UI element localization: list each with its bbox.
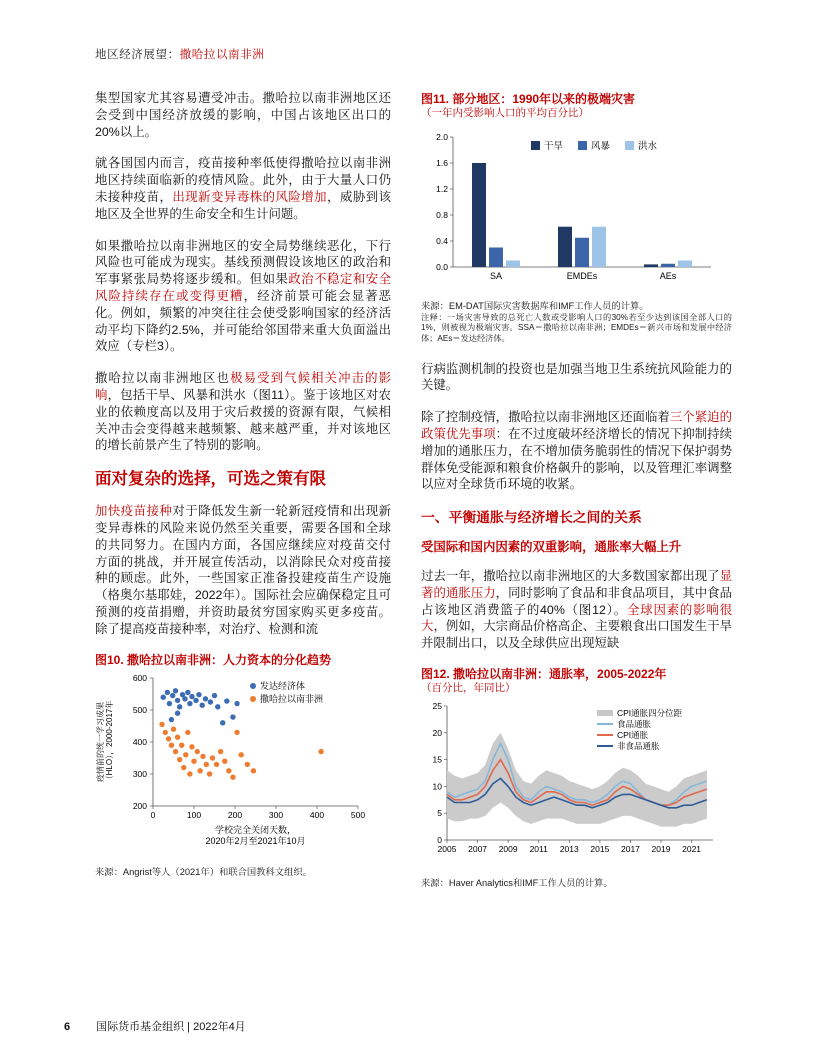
svg-text:400: 400 xyxy=(132,736,147,747)
svg-text:2021: 2021 xyxy=(682,843,702,854)
svg-text:2007: 2007 xyxy=(468,843,488,854)
paragraph-vaccine-rollout xyxy=(95,503,391,637)
svg-text:200: 200 xyxy=(227,809,243,820)
svg-text:2011: 2011 xyxy=(529,843,548,854)
svg-text:0: 0 xyxy=(437,834,442,845)
svg-text:15: 15 xyxy=(432,754,442,765)
body-text: 对于降低发生新一轮新冠疫情和出现新变异毒株的风险来说仍然至关重要，需要各国和全球的共同努力。在国内方面，各国应继续应对疫苗交付方面的挑战，并开展宣传活动，以消除民众对疫苗接种的顾虑。此外，一些国家正准备投建疫苗生产设施（格奥尔基耶娃，2022年）。国际社会应确保稳定且可预测的疫苗捐赠，并资助最贫穷国家购买更多疫苗。除了提高疫苗接种率，对治疗、检测和流 xyxy=(95,504,392,636)
figure-11-note: 注释：一场灾害导致的总死亡人数或受影响人口的30%若至少达到该国全部人口的1%，则被视为极端灾害。SSA＝撒哈拉以南非洲；EMDEs＝新兴市场和发展中经济体；AEs＝发达经济体。 xyxy=(421,312,732,343)
section-heading-inflation: 一、平衡通胀与经济增长之间的关系 xyxy=(421,510,642,526)
body-text: 除了控制疫情，撒哈拉以南非洲地区还面临着 xyxy=(421,410,670,425)
svg-text:25: 25 xyxy=(432,700,442,711)
body-text: ：在不过度破坏经济增长的情况下抑制持续增加的通胀压力，在不增加债务脆弱性的情况下保护弱势群体免受能源和粮食价格飙升的影响，以及管理汇率调整以应对全球货币环境的收紧。 xyxy=(421,426,733,492)
body-text: 过去一年，撒哈拉以南非洲地区的大多数国家都出现了 xyxy=(421,568,720,583)
svg-text:0: 0 xyxy=(150,809,156,820)
body-text: 就各国国内而言，疫苗接种率低使得撒哈拉以南非洲地区持续面临新的疫情风险。此外，由于大量人口仍未接种疫苗， xyxy=(95,156,391,204)
svg-text:1.2: 1.2 xyxy=(436,184,448,194)
subheading-inflation-drivers: 受国际和国内因素的双重影响，通胀率大幅上升 xyxy=(421,540,682,555)
body-text: ，威胁到该地区及全世界的生命安全和生计问题。 xyxy=(95,189,392,221)
emphasis-red-text: 极易受到气候相关冲击的影响 xyxy=(95,371,392,402)
svg-text:600: 600 xyxy=(132,672,147,683)
svg-text:非食品通胀: 非食品通胀 xyxy=(617,740,660,751)
right-column xyxy=(421,90,732,889)
paragraph-health-systems xyxy=(421,361,732,395)
svg-text:300: 300 xyxy=(268,809,284,820)
page-number: 6 xyxy=(64,1021,71,1033)
svg-text:1.6: 1.6 xyxy=(436,158,448,168)
svg-text:EMDEs: EMDEs xyxy=(566,271,598,281)
svg-text:学校完全关闭天数，: 学校完全关闭天数， xyxy=(214,824,297,835)
svg-text:风暴: 风暴 xyxy=(591,141,611,152)
figure-10-title: 图10. 撒哈拉以南非洲：人力资本的分化趋势 xyxy=(95,652,332,667)
emphasis-red-text: 出现新变异毒株的风险增加 xyxy=(172,189,328,204)
left-column xyxy=(95,90,391,878)
paragraph-spillover xyxy=(95,90,391,140)
svg-text:洪水: 洪水 xyxy=(638,141,658,152)
human-capital-scatter-chart xyxy=(95,668,391,860)
emphasis-red-text: 三个紧迫的政策优先事项 xyxy=(421,410,733,441)
emphasis-red-text: 加快疫苗接种 xyxy=(95,504,173,519)
svg-text:0.8: 0.8 xyxy=(436,210,448,220)
svg-text:200: 200 xyxy=(132,800,147,811)
figure-10 xyxy=(95,653,391,879)
section-heading-choices: 面对复杂的选择，可选之策有限 xyxy=(95,470,326,489)
figure-10-source: 来源：Angrist等人（2021年）和联合国教科文组织。 xyxy=(95,867,312,878)
emphasis-red-text: 全球因素的影响很大 xyxy=(421,602,732,634)
inflation-line-chart xyxy=(421,698,721,870)
svg-text:500: 500 xyxy=(132,704,147,715)
svg-text:疫情前的统一学习成果（HLO），2000-2017年: 疫情前的统一学习成果（HLO），2000-2017年 xyxy=(96,700,114,783)
body-text: ，例如，大宗商品价格高企、主要粮食出口国发生干旱并限制出口，以及全球供应出现短缺 xyxy=(421,619,733,651)
paragraph-security-risk xyxy=(95,238,391,356)
emphasis-red-text: 政治不稳定和安全风险持续存在或变得更糟 xyxy=(95,272,392,303)
figure-11-source: 来源：EM-DAT国际灾害数据库和IMF工作人员的计算。 xyxy=(421,300,649,311)
body-text: ，包括干旱、风暴和洪水（图11）。鉴于该地区对农业的依赖度高以及用于灾后救援的资源有限，气候相关冲击会变得越来越频繁、越来越严重，并对该地区的增长前景产生了特别的影响。 xyxy=(95,387,392,453)
svg-text:500: 500 xyxy=(350,809,366,820)
extreme-disasters-bar-chart xyxy=(421,123,721,293)
svg-text:发达经济体: 发达经济体 xyxy=(260,680,306,691)
figure-12-source: 来源：Haver Analytics和IMF工作人员的计算。 xyxy=(421,877,613,888)
svg-text:CPI通胀四分位距: CPI通胀四分位距 xyxy=(617,707,683,718)
svg-text:2013: 2013 xyxy=(559,843,579,854)
header-title-region: 撒哈拉以南非洲 xyxy=(179,49,265,61)
body-text: 行病监测机制的投资也是加强当地卫生系统抗风险能力的关键。 xyxy=(421,361,732,393)
svg-text:撒哈拉以南非洲: 撒哈拉以南非洲 xyxy=(260,693,324,704)
paragraph-policy-priorities xyxy=(421,409,732,493)
footer-publisher: 国际货币基金组织 | 2022年4月 xyxy=(96,1021,246,1033)
svg-text:0.0: 0.0 xyxy=(436,262,448,272)
figure-11-title: 图11. 部分地区：1990年以来的极端灾害 xyxy=(421,92,636,106)
figure-12 xyxy=(421,667,732,889)
svg-text:SA: SA xyxy=(489,271,503,281)
svg-text:300: 300 xyxy=(132,768,147,779)
svg-text:100: 100 xyxy=(186,809,202,820)
figure-12-subtitle: （百分比，年同比） xyxy=(421,681,516,694)
svg-text:20: 20 xyxy=(432,727,442,738)
page-footer xyxy=(64,1018,246,1034)
body-text: 如果撒哈拉以南非洲地区的安全局势继续恶化，下行风险也可能成为现实。基线预测假设该地区的政治和军事紧张局势将逐步缓和。但如果 xyxy=(95,238,391,287)
paragraph-climate-shocks xyxy=(95,370,391,454)
figure-11-subtitle: （一年内受影响人口的平均百分比） xyxy=(421,107,589,119)
header-title-prefix: 地区经济展望： xyxy=(95,49,180,61)
svg-text:2015: 2015 xyxy=(590,843,610,854)
paragraph-vaccination-risk xyxy=(95,155,391,222)
svg-text:干旱: 干旱 xyxy=(544,141,564,152)
figure-12-title: 图12. 撒哈拉以南非洲：通胀率，2005-2022年 xyxy=(421,666,667,681)
svg-text:2.0: 2.0 xyxy=(436,132,448,142)
svg-text:2017: 2017 xyxy=(620,843,640,854)
paragraph-inflation-pressure xyxy=(421,568,732,652)
svg-text:2009: 2009 xyxy=(498,843,518,854)
svg-text:2020年2月至2021年10月: 2020年2月至2021年10月 xyxy=(205,835,306,846)
svg-text:CPI通胀: CPI通胀 xyxy=(617,729,649,740)
svg-text:AEs: AEs xyxy=(659,271,677,281)
body-text: ，经济前景可能会显著恶化。例如，频繁的冲突往往会使受影响国家的经济活动平均下降约2.5%，并可能给邻国带来重大负面溢出效应（专栏3）。 xyxy=(95,288,392,354)
svg-text:0.4: 0.4 xyxy=(436,236,448,246)
page-header xyxy=(95,46,264,62)
figure-11 xyxy=(421,92,732,345)
svg-text:食品通胀: 食品通胀 xyxy=(617,718,652,729)
emphasis-red-text: 显著的通胀压力 xyxy=(421,568,732,600)
body-text: ，同时影响了食品和非食品项目，其中食品占该地区消费篮子的40%（图12）。 xyxy=(421,585,733,617)
svg-text:10: 10 xyxy=(432,781,442,792)
svg-text:400: 400 xyxy=(309,809,325,820)
svg-text:5: 5 xyxy=(437,808,442,819)
svg-text:2019: 2019 xyxy=(651,843,671,854)
body-text: 集型国家尤其容易遭受冲击。撒哈拉以南非洲地区还会受到中国经济放缓的影响，中国占该地区出口的20%以上。 xyxy=(95,91,391,139)
svg-text:2005: 2005 xyxy=(437,843,457,854)
body-text: 撒哈拉以南非洲地区也 xyxy=(95,371,231,386)
